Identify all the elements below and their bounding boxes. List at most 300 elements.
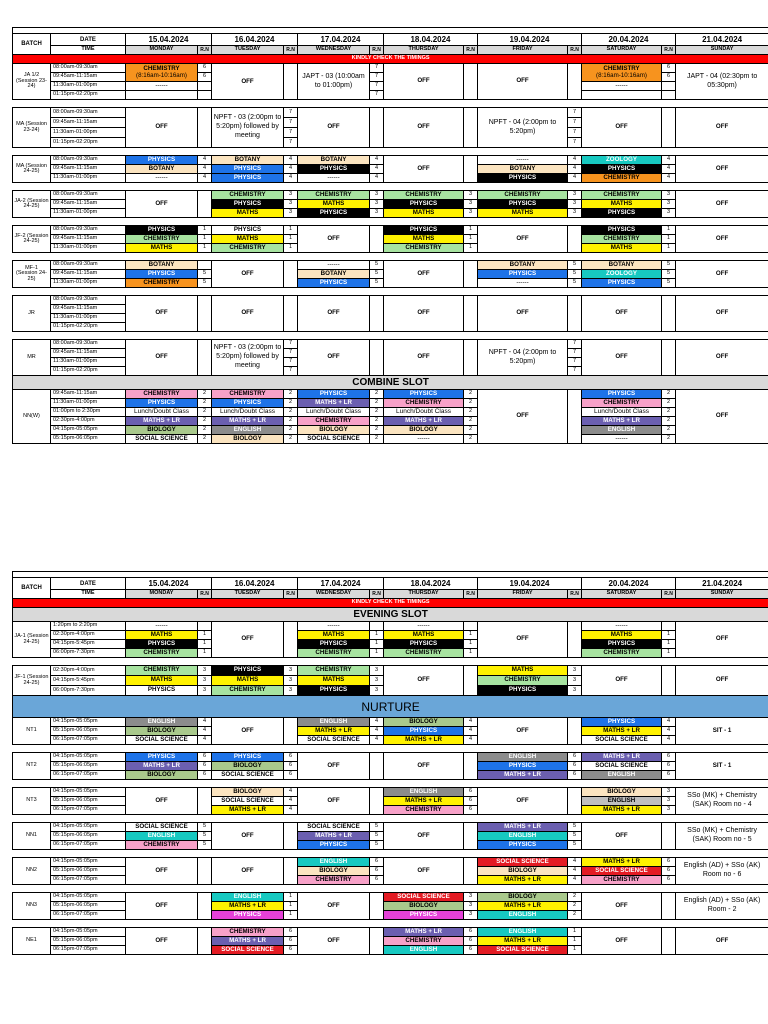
rn-cell: 2 bbox=[284, 417, 298, 426]
rn-cell: 6 bbox=[284, 928, 298, 937]
subject-cell: MATHS + LR bbox=[384, 928, 464, 937]
rn-cell: 6 bbox=[284, 762, 298, 771]
off-cell: OFF bbox=[384, 753, 464, 780]
rn-cell: 4 bbox=[198, 727, 212, 736]
time-cell: 06:00pm-7:30pm bbox=[51, 686, 126, 696]
time-cell: 01:15pm-02:20pm bbox=[51, 367, 126, 376]
rn-cell: 1 bbox=[568, 937, 582, 946]
off-cell: OFF bbox=[212, 718, 284, 745]
rn-cell: 4 bbox=[284, 788, 298, 797]
subject-cell: BIOLOGY bbox=[212, 435, 284, 444]
off-cell: OFF bbox=[212, 823, 284, 850]
time-cell: 04:15pm-05:05pm bbox=[51, 718, 126, 727]
subject-cell: ENGLISH bbox=[478, 753, 568, 762]
batch-cell: NT3 bbox=[13, 788, 51, 815]
rn-cell: 1 bbox=[464, 226, 478, 235]
rn-cell: 2 bbox=[284, 390, 298, 399]
rn-header: R.N bbox=[662, 46, 676, 55]
subject-cell: CHEMISTRY bbox=[126, 390, 198, 399]
time-cell: 04:15pm-05:05pm bbox=[51, 893, 126, 902]
subject-cell: MATHS bbox=[298, 676, 370, 686]
subject-cell: MATHS bbox=[298, 200, 370, 209]
subject-cell: MATHS bbox=[126, 244, 198, 253]
off-cell: OFF bbox=[478, 718, 568, 745]
off-cell: OFF bbox=[676, 622, 768, 658]
subject-cell: MATHS bbox=[478, 666, 568, 676]
time-cell: 05:15pm-06:05pm bbox=[51, 435, 126, 444]
time-cell: 11:30am-01:00pm bbox=[51, 314, 126, 323]
subject-cell: PHYSICS bbox=[582, 209, 662, 218]
rn-cell: 3 bbox=[198, 666, 212, 676]
off-cell: OFF bbox=[582, 666, 662, 696]
subject-cell: BIOLOGY bbox=[126, 771, 198, 780]
rn-cell: 4 bbox=[662, 156, 676, 165]
subject-cell: PHYSICS bbox=[582, 390, 662, 399]
time-cell: 05:15pm-06:05pm bbox=[51, 727, 126, 736]
rn-cell: 7 bbox=[568, 367, 582, 376]
off-cell: OFF bbox=[126, 858, 198, 885]
date-mon: 15.04.2024 bbox=[126, 34, 212, 46]
rn-cell: 4 bbox=[370, 736, 384, 745]
rn-cell: 1 bbox=[662, 226, 676, 235]
subject-cell: PHYSICS bbox=[298, 841, 370, 850]
subject-cell: PHYSICS bbox=[212, 174, 284, 183]
time-cell: 04:15pm-05:05pm bbox=[51, 753, 126, 762]
subject-cell: BOTANY bbox=[582, 261, 662, 270]
rn-cell: 4 bbox=[662, 174, 676, 183]
off-cell: OFF bbox=[384, 261, 464, 288]
subject-cell: PHYSICS bbox=[298, 390, 370, 399]
subject-cell: MATHS + LR bbox=[582, 417, 662, 426]
notice-banner: KINDLY CHECK THE TIMINGS bbox=[13, 55, 768, 64]
off-cell: OFF bbox=[384, 666, 464, 696]
subject-cell: ------ bbox=[478, 279, 568, 288]
rn-cell: 6 bbox=[662, 858, 676, 867]
subject-cell: MATHS + LR bbox=[582, 806, 662, 815]
rn-cell: 3 bbox=[370, 209, 384, 218]
subject-cell: ENGLISH bbox=[478, 832, 568, 841]
rn-header: R.N bbox=[662, 590, 676, 599]
rn-header: R.N bbox=[370, 590, 384, 599]
subject-cell: CHEMISTRY bbox=[478, 676, 568, 686]
time-cell: 09:45am-11:15am bbox=[51, 118, 126, 128]
subject-cell: CHEMISTRY bbox=[212, 244, 284, 253]
off-cell: OFF bbox=[676, 226, 768, 253]
subject-cell: MATHS bbox=[384, 235, 464, 244]
off-cell: OFF bbox=[478, 622, 568, 658]
subject-cell: ------ bbox=[298, 174, 370, 183]
time-cell: 04:15pm-05:05pm bbox=[51, 823, 126, 832]
rn-cell: 6 bbox=[198, 762, 212, 771]
rn-cell: 3 bbox=[662, 200, 676, 209]
time-cell: 09:45am-11:15am bbox=[51, 305, 126, 314]
off-cell: OFF bbox=[212, 858, 284, 885]
subject-cell: MATHS bbox=[384, 631, 464, 640]
rn-cell: 7 bbox=[370, 64, 384, 73]
rn-cell: 4 bbox=[568, 876, 582, 885]
rn-cell: 4 bbox=[284, 165, 298, 174]
subject-cell: CHEMISTRY bbox=[126, 235, 198, 244]
rn-cell: 1 bbox=[284, 902, 298, 911]
off-cell: OFF bbox=[126, 191, 198, 218]
rn-cell: 1 bbox=[568, 928, 582, 937]
time-cell: 05:15pm-06:05pm bbox=[51, 902, 126, 911]
subject-cell: BIOLOGY bbox=[384, 426, 464, 435]
combine-slot-band: COMBINE SLOT bbox=[13, 376, 768, 390]
rn-header: R.N bbox=[198, 590, 212, 599]
rn-cell: 7 bbox=[568, 118, 582, 128]
rn-cell: 1 bbox=[662, 640, 676, 649]
batch-cell: MF-1 (Session 24-25) bbox=[13, 261, 51, 288]
subject-cell: SOCIAL SCIENCE bbox=[582, 736, 662, 745]
time-cell: 06:15pm-07:05pm bbox=[51, 946, 126, 955]
rn-cell: 3 bbox=[662, 806, 676, 815]
rn-cell: 4 bbox=[284, 156, 298, 165]
rn-cell: 6 bbox=[284, 753, 298, 762]
subject-cell: MATHS bbox=[478, 209, 568, 218]
rn-cell: 5 bbox=[662, 261, 676, 270]
off-cell: OFF bbox=[582, 823, 662, 850]
time-cell: 11:30am-01:00pm bbox=[51, 244, 126, 253]
subject-cell: SOCIAL SCIENCE bbox=[212, 946, 284, 955]
off-cell: OFF bbox=[478, 64, 568, 100]
date-tue: 16.04.2024 bbox=[212, 578, 298, 590]
subject-cell: CHEMISTRY bbox=[582, 191, 662, 200]
rn-cell: 2 bbox=[464, 426, 478, 435]
rn-cell: 4 bbox=[464, 718, 478, 727]
rn-cell: 3 bbox=[464, 200, 478, 209]
time-cell: 08:00am-09:30am bbox=[51, 191, 126, 200]
rn-cell: 1 bbox=[464, 649, 478, 658]
rn-cell: 4 bbox=[198, 736, 212, 745]
rn-cell: 1 bbox=[284, 226, 298, 235]
rn-cell: 3 bbox=[662, 797, 676, 806]
batch-cell: NT2 bbox=[13, 753, 51, 780]
subject-cell: MATHS + LR bbox=[478, 902, 568, 911]
day-tue: TUESDAY bbox=[212, 46, 284, 55]
date-fri: 19.04.2024 bbox=[478, 578, 582, 590]
subject-cell: SOCIAL SCIENCE bbox=[478, 946, 568, 955]
subject-cell: MATHS bbox=[582, 200, 662, 209]
subject-cell: PHYSICS bbox=[478, 174, 568, 183]
rn-header: R.N bbox=[284, 590, 298, 599]
subject-cell: ZOOLOGY bbox=[582, 270, 662, 279]
time-cell: 04:15pm-05:05pm bbox=[51, 788, 126, 797]
subject-cell: ENGLISH bbox=[478, 911, 568, 920]
timetable-sheet-morning bbox=[12, 27, 768, 444]
rn-cell: 7 bbox=[370, 73, 384, 82]
rn-cell: 3 bbox=[568, 200, 582, 209]
subject-cell: CHEMISTRY bbox=[478, 191, 568, 200]
subject-cell: MATHS + LR bbox=[478, 771, 568, 780]
rn-cell: 6 bbox=[198, 64, 212, 73]
rn-cell: 4 bbox=[198, 165, 212, 174]
rn-cell: 7 bbox=[568, 349, 582, 358]
batch-cell: NT1 bbox=[13, 718, 51, 745]
rn-cell: 6 bbox=[198, 753, 212, 762]
off-cell: OFF bbox=[676, 108, 768, 148]
subject-cell: CHEMISTRY bbox=[384, 399, 464, 408]
rn-cell: 2 bbox=[662, 426, 676, 435]
off-cell: OFF bbox=[384, 296, 464, 332]
rn-cell: 2 bbox=[370, 417, 384, 426]
subject-cell: PHYSICS bbox=[478, 686, 568, 696]
time-cell: 08:00am-09:30am bbox=[51, 340, 126, 349]
subject-cell: SOCIAL SCIENCE bbox=[298, 736, 370, 745]
subject-cell: PHYSICS bbox=[384, 226, 464, 235]
rn-cell: 1 bbox=[198, 640, 212, 649]
rn-cell: 5 bbox=[198, 832, 212, 841]
rn-cell: 4 bbox=[370, 174, 384, 183]
off-cell: OFF bbox=[298, 928, 370, 955]
subject-cell: PHYSICS bbox=[298, 686, 370, 696]
subject-cell: PHYSICS bbox=[212, 666, 284, 676]
rn-cell: 3 bbox=[464, 191, 478, 200]
rn-cell: 6 bbox=[198, 73, 212, 82]
rn-cell: 4 bbox=[198, 718, 212, 727]
nurture-band: NURTURE bbox=[13, 696, 768, 718]
time-cell: 09:45am-11:15am bbox=[51, 390, 126, 399]
subject-cell: BIOLOGY bbox=[212, 762, 284, 771]
subject-cell: CHEMISTRY bbox=[212, 390, 284, 399]
rn-cell: 7 bbox=[568, 358, 582, 367]
batch-cell: JA 1/2 (Session 23-24) bbox=[13, 64, 51, 100]
rn-cell: 7 bbox=[284, 108, 298, 118]
batch-cell: JA-1 (Session 24-25) bbox=[13, 622, 51, 658]
rn-cell: 3 bbox=[370, 191, 384, 200]
time-cell: 06:15pm-07:05pm bbox=[51, 736, 126, 745]
subject-cell: ------ bbox=[478, 156, 568, 165]
time-cell: 06:15pm-07:05pm bbox=[51, 911, 126, 920]
rn-cell: 5 bbox=[370, 823, 384, 832]
rn-cell: 3 bbox=[370, 666, 384, 676]
subject-cell: MATHS bbox=[298, 631, 370, 640]
day-fri: FRIDAY bbox=[478, 590, 568, 599]
subject-cell: SOCIAL SCIENCE bbox=[582, 867, 662, 876]
rn-cell: 5 bbox=[370, 279, 384, 288]
rn-cell: 2 bbox=[662, 399, 676, 408]
subject-cell: PHYSICS bbox=[384, 911, 464, 920]
time-cell: 04:15pm-05:05pm bbox=[51, 426, 126, 435]
rn-cell: 2 bbox=[568, 893, 582, 902]
rn-cell: 4 bbox=[568, 867, 582, 876]
day-sat: SATURDAY bbox=[582, 46, 662, 55]
subject-cell: ------ bbox=[384, 435, 464, 444]
rn-cell: 2 bbox=[464, 417, 478, 426]
date-thu: 18.04.2024 bbox=[384, 34, 478, 46]
subject-cell: ENGLISH bbox=[212, 426, 284, 435]
rn-cell: 4 bbox=[370, 727, 384, 736]
time-cell: 06:15pm-07:05pm bbox=[51, 841, 126, 850]
rn-cell: 6 bbox=[370, 858, 384, 867]
rn-cell: 1 bbox=[198, 226, 212, 235]
subject-cell: BOTANY bbox=[298, 270, 370, 279]
subject-cell: PHYSICS bbox=[212, 399, 284, 408]
day-wed: WEDNESDAY bbox=[298, 590, 370, 599]
time-cell: 05:15pm-06:05pm bbox=[51, 937, 126, 946]
rn-cell: 4 bbox=[568, 858, 582, 867]
rn-cell: 5 bbox=[198, 823, 212, 832]
subject-cell: SOCIAL SCIENCE bbox=[298, 435, 370, 444]
subject-cell: MATHS + LR bbox=[384, 736, 464, 745]
rn-cell: 7 bbox=[370, 91, 384, 100]
rn-header: R.N bbox=[464, 46, 478, 55]
subject-cell: MATHS + LR bbox=[384, 417, 464, 426]
subject-cell: ENGLISH bbox=[212, 893, 284, 902]
time-cell: 01:15pm-02:20pm bbox=[51, 138, 126, 148]
subject-cell: PHYSICS bbox=[126, 270, 198, 279]
rn-cell: 3 bbox=[662, 788, 676, 797]
rn-cell: 6 bbox=[284, 937, 298, 946]
rn-cell: 5 bbox=[370, 841, 384, 850]
time-cell: 09:45am-11:15am bbox=[51, 235, 126, 244]
off-cell: OFF bbox=[582, 928, 662, 955]
time-cell: 11:30am-01:00pm bbox=[51, 279, 126, 288]
batch-cell: MA (Session 24-25) bbox=[13, 156, 51, 183]
rn-cell: 6 bbox=[198, 771, 212, 780]
rn-cell: 1 bbox=[370, 631, 384, 640]
rn-cell: 5 bbox=[370, 261, 384, 270]
rn-cell: 1 bbox=[662, 235, 676, 244]
rn-cell: 3 bbox=[284, 209, 298, 218]
subject-cell: PHYSICS bbox=[126, 686, 198, 696]
timetable-morning bbox=[12, 27, 768, 444]
rn-cell: 2 bbox=[284, 408, 298, 417]
time-cell: 08:00am-09:30am bbox=[51, 108, 126, 118]
rn-cell: 4 bbox=[370, 165, 384, 174]
off-cell: OFF bbox=[676, 390, 768, 444]
subject-cell: Lunch/Doubt Class bbox=[126, 408, 198, 417]
rn-cell: 7 bbox=[568, 340, 582, 349]
subject-cell: BIOLOGY bbox=[126, 727, 198, 736]
subject-cell: ZOOLOGY bbox=[582, 156, 662, 165]
subject-cell: MATHS + LR bbox=[582, 858, 662, 867]
subject-cell: PHYSICS bbox=[126, 753, 198, 762]
date-sat: 20.04.2024 bbox=[582, 578, 676, 590]
rn-cell: 4 bbox=[568, 174, 582, 183]
time-cell: 1:20pm to 2:20pm bbox=[51, 622, 126, 631]
off-cell: OFF bbox=[298, 226, 370, 253]
subject-cell: BIOLOGY bbox=[478, 867, 568, 876]
rn-cell: 4 bbox=[198, 156, 212, 165]
rn-cell: 3 bbox=[370, 686, 384, 696]
evening-slot-band: EVENING SLOT bbox=[13, 608, 768, 622]
rn-cell: 6 bbox=[662, 762, 676, 771]
rn-cell: 2 bbox=[662, 435, 676, 444]
subject-cell: PHYSICS bbox=[478, 270, 568, 279]
off-cell: OFF bbox=[298, 340, 370, 376]
subject-cell: MATHS + LR bbox=[478, 937, 568, 946]
rn-cell: 2 bbox=[198, 435, 212, 444]
test-cell: SIT - 1 bbox=[676, 718, 768, 745]
rn-cell: 2 bbox=[370, 408, 384, 417]
rn-cell: 6 bbox=[370, 876, 384, 885]
time-cell: 05:15pm-06:05pm bbox=[51, 832, 126, 841]
notice-banner: KINDLY CHECK THE TIMINGS bbox=[13, 599, 768, 608]
subject-cell: PHYSICS bbox=[582, 718, 662, 727]
rn-cell: 2 bbox=[370, 435, 384, 444]
rn-cell: 3 bbox=[568, 666, 582, 676]
rn-cell: 7 bbox=[284, 118, 298, 128]
subject-cell: PHYSICS bbox=[478, 200, 568, 209]
batch-cell: JF-2 (Session 24-25) bbox=[13, 226, 51, 253]
rn-cell: 2 bbox=[464, 390, 478, 399]
batch-cell: NN3 bbox=[13, 893, 51, 920]
subject-cell: MATHS bbox=[212, 209, 284, 218]
rn-cell: 3 bbox=[284, 676, 298, 686]
subject-cell: MATHS + LR bbox=[126, 762, 198, 771]
time-cell: 01:00pm to 2:30pm bbox=[51, 408, 126, 417]
subject-cell: ENGLISH bbox=[126, 832, 198, 841]
time-cell: 09:45am-11:15am bbox=[51, 200, 126, 209]
subject-cell: SOCIAL SCIENCE bbox=[212, 797, 284, 806]
off-cell: OFF bbox=[478, 788, 568, 815]
subject-cell: MATHS + LR bbox=[298, 399, 370, 408]
batch-cell: NN2 bbox=[13, 858, 51, 885]
test-cell: JAPT - 04 (02:30pm to 05:30pm) bbox=[676, 64, 768, 100]
rn-cell: 3 bbox=[370, 200, 384, 209]
subject-cell: PHYSICS bbox=[298, 640, 370, 649]
rn-cell: 4 bbox=[662, 165, 676, 174]
rn-cell: 2 bbox=[464, 435, 478, 444]
subject-cell: PHYSICS bbox=[582, 165, 662, 174]
rn-cell: 3 bbox=[284, 200, 298, 209]
date-sun: 21.04.2024 bbox=[676, 34, 768, 46]
rn-cell: 4 bbox=[568, 165, 582, 174]
subject-cell: CHEMISTRY bbox=[384, 191, 464, 200]
rn-cell: 7 bbox=[284, 128, 298, 138]
subject-cell: CHEMISTRY bbox=[582, 235, 662, 244]
subject-cell: PHYSICS bbox=[126, 226, 198, 235]
subject-cell: CHEMISTRY bbox=[212, 928, 284, 937]
rn-cell: 4 bbox=[284, 806, 298, 815]
off-cell: OFF bbox=[384, 108, 464, 148]
subject-cell: MATHS bbox=[212, 676, 284, 686]
date-wed: 17.04.2024 bbox=[298, 578, 384, 590]
off-cell: OFF bbox=[212, 296, 284, 332]
rn-cell: 2 bbox=[662, 408, 676, 417]
rn-cell: 2 bbox=[198, 399, 212, 408]
rn-cell: 3 bbox=[662, 209, 676, 218]
rn-cell: 7 bbox=[284, 349, 298, 358]
rn-cell: 2 bbox=[568, 911, 582, 920]
subject-cell: BOTANY bbox=[126, 261, 198, 270]
test-cell: NPFT - 03 (2:00pm to 5:20pm) followed by meeting bbox=[212, 340, 284, 376]
off-cell: OFF bbox=[676, 340, 768, 376]
test-cell: NPFT - 04 (2:00pm to 5:20pm) bbox=[478, 340, 568, 376]
rn-cell: 7 bbox=[568, 138, 582, 148]
date-fri: 19.04.2024 bbox=[478, 34, 582, 46]
rn-cell: 3 bbox=[370, 676, 384, 686]
subject-cell: BOTANY bbox=[478, 261, 568, 270]
subject-cell: PHYSICS bbox=[126, 640, 198, 649]
off-cell: OFF bbox=[298, 108, 370, 148]
rn-cell: 2 bbox=[464, 408, 478, 417]
subject-cell: CHEMISTRY bbox=[298, 649, 370, 658]
subject-cell: ENGLISH bbox=[384, 788, 464, 797]
rn-cell: 6 bbox=[284, 946, 298, 955]
rn-header: R.N bbox=[284, 46, 298, 55]
rn-header: R.N bbox=[568, 590, 582, 599]
day-thu: THURSDAY bbox=[384, 590, 464, 599]
subject-cell: PHYSICS bbox=[384, 390, 464, 399]
rn-cell: 6 bbox=[464, 806, 478, 815]
off-cell: OFF bbox=[478, 390, 568, 444]
time-cell: 05:15pm-06:05pm bbox=[51, 797, 126, 806]
timetable-evening bbox=[12, 571, 768, 955]
subject-cell: Lunch/Doubt Class bbox=[384, 408, 464, 417]
day-fri: FRIDAY bbox=[478, 46, 568, 55]
